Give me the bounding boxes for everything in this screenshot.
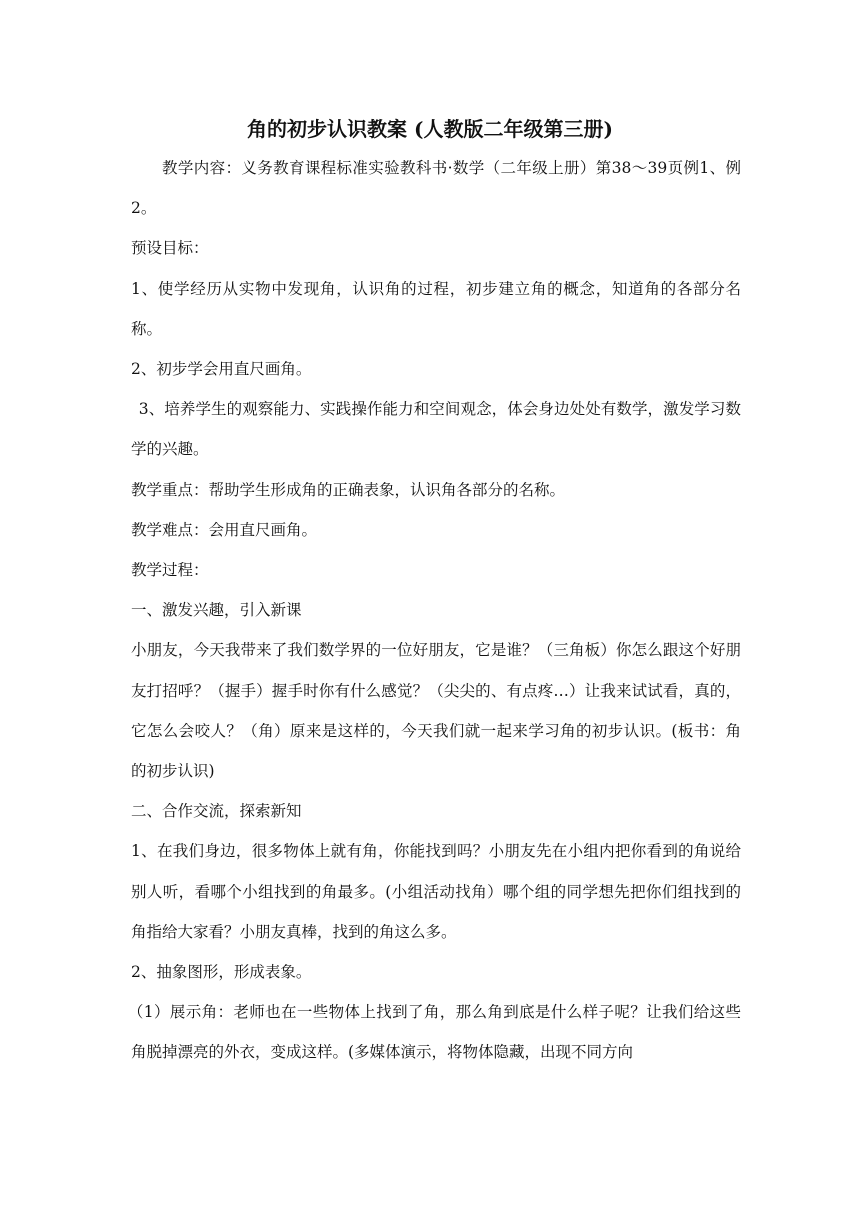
document-title: 角的初步认识教案 (人教版二年级第三册) xyxy=(247,117,613,141)
section-heading-1: 一、激发兴趣，引入新课 xyxy=(131,601,302,620)
paragraph-step-1: 1、在我们身边，很多物体上就有角，你能找到吗？小朋友先在小组内把你看到的角说给别人听，看哪个小组找到的角最多。(小组活动找角）哪个组的同学想先把你们组找到的角指给大家看？小朋友真棒，找到的角这么多。 xyxy=(131,842,741,941)
paragraph-objective-3: 3、培养学生的观察能力、实践操作能力和空间观念，体会身边处处有数学，激发学习数学的兴趣。 xyxy=(131,400,741,459)
paragraph-introduction: 小朋友，今天我带来了我们数学界的一位好朋友，它是谁？（三角板）你怎么跟这个好朋友打招呼？（握手）握手时你有什么感觉？（尖尖的、有点疼…）让我来试试看，真的，它怎么会咬人？（角）原来是这样的，今天我们就一起来学习角的初步认识。(板书：角的初步认识) xyxy=(131,641,741,781)
paragraph-step-2: 2、抽象图形，形成表象。 xyxy=(131,963,312,982)
document-body xyxy=(127,148,741,1073)
paragraph-step-2-1: （1）展示角：老师也在一些物体上找到了角，那么角到底是什么样子呢？让我们给这些角脱掉漂亮的外衣，变成这样。(多媒体演示，将物体隐藏，出现不同方向 xyxy=(127,1003,741,1062)
paragraph-process-heading: 教学过程： xyxy=(131,561,209,580)
section-heading-2: 二、合作交流，探索新知 xyxy=(131,802,302,821)
paragraph-objectives-heading: 预设目标： xyxy=(131,239,209,258)
paragraph-difficulty: 教学难点：会用直尺画角。 xyxy=(131,520,318,539)
paragraph-objective-1: 1、使学经历从实物中发现角，认识角的过程，初步建立角的概念，知道角的各部分名称。 xyxy=(131,279,741,338)
paragraph-teaching-content: 教学内容：义务教育课程标准实验教科书·数学（二年级上册）第38～39页例1、例2。 xyxy=(131,159,741,218)
paragraph-objective-2: 2、初步学会用直尺画角。 xyxy=(131,360,312,379)
paragraph-key-point: 教学重点：帮助学生形成角的正确表象，认识角各部分的名称。 xyxy=(131,480,566,499)
